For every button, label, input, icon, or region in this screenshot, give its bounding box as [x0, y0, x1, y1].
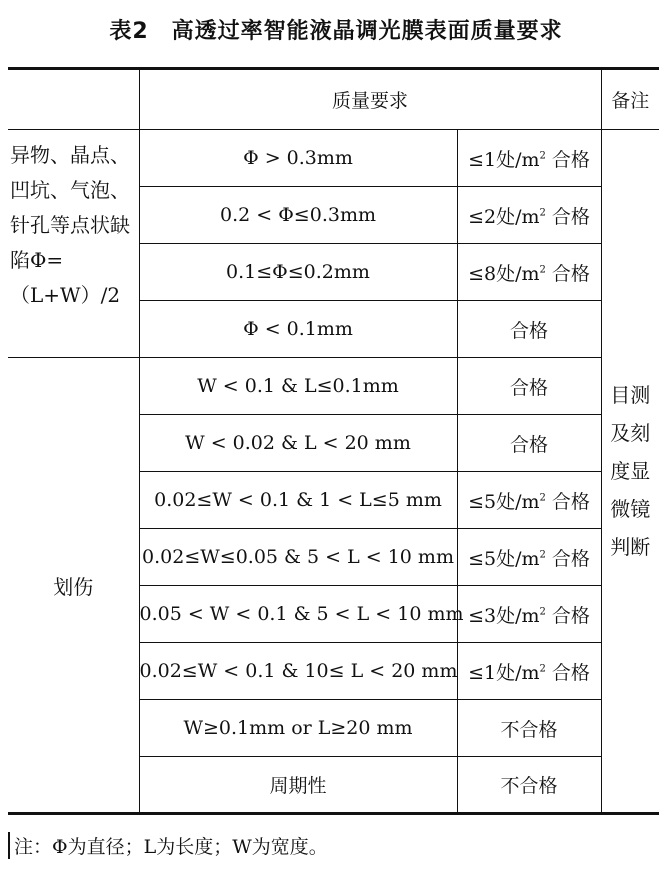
limit-result: 合格 — [545, 205, 590, 228]
header-note: 备注 — [601, 69, 659, 130]
header-empty-cell — [8, 69, 139, 130]
condition-cell: 周期性 — [139, 757, 457, 814]
limit-cell — [457, 757, 601, 814]
limit-superscript: 2 — [539, 492, 546, 504]
limit-result: 合格 — [545, 661, 590, 684]
condition-cell: W≥0.1mm or L≥20 mm — [139, 700, 457, 757]
header-quality: 质量要求 — [139, 69, 601, 130]
limit-superscript: 2 — [539, 606, 546, 618]
limit-text: ≤1处/m — [468, 148, 540, 171]
footnote: 注：Φ为直径；L为长度；W为宽度。 — [8, 832, 328, 859]
quality-table — [8, 67, 659, 815]
limit-result: 合格 — [545, 148, 590, 171]
condition-cell: 0.02≤W < 0.1 & 1 < L≤5 mm — [139, 472, 457, 529]
limit-text: 合格 — [510, 376, 549, 399]
condition-cell: 0.1≤Φ≤0.2mm — [139, 244, 457, 301]
limit-cell — [457, 187, 601, 244]
limit-cell — [457, 700, 601, 757]
condition-cell: 0.05 < W < 0.1 & 5 < L < 10 mm — [139, 586, 457, 643]
limit-result: 合格 — [545, 547, 590, 570]
limit-superscript: 2 — [539, 264, 546, 276]
limit-text: ≤5处/m — [468, 490, 540, 513]
limit-text: 合格 — [510, 319, 549, 342]
condition-cell: W < 0.1 & L≤0.1mm — [139, 358, 457, 415]
condition-cell: Φ < 0.1mm — [139, 301, 457, 358]
limit-result: 合格 — [545, 490, 590, 513]
limit-cell — [457, 472, 601, 529]
limit-text: ≤5处/m — [468, 547, 540, 570]
limit-text: 不合格 — [500, 718, 558, 741]
condition-cell: 0.02≤W < 0.1 & 10≤ L < 20 mm — [139, 643, 457, 700]
limit-superscript: 2 — [539, 150, 546, 162]
limit-text: 不合格 — [500, 775, 558, 797]
limit-cell — [457, 529, 601, 586]
limit-superscript: 2 — [539, 549, 546, 561]
category-scratch: 划伤 — [8, 358, 139, 814]
limit-cell — [457, 301, 601, 358]
limit-text: ≤8处/m — [468, 262, 540, 285]
condition-cell: W < 0.02 & L < 20 mm — [139, 415, 457, 472]
limit-result: 合格 — [545, 262, 590, 285]
limit-cell — [457, 244, 601, 301]
limit-text: ≤2处/m — [468, 205, 540, 228]
limit-text: 合格 — [510, 433, 549, 456]
note-cell: 目测及刻度显微镜判断 — [601, 130, 659, 814]
limit-text: ≤3处/m — [468, 604, 540, 627]
limit-result: 合格 — [545, 604, 590, 627]
category-point-defects: 异物、晶点、凹坑、气泡、针孔等点状缺陷Φ=（L+W）/2 — [8, 130, 139, 358]
limit-cell — [457, 358, 601, 415]
limit-text: ≤1处/m — [468, 661, 540, 684]
condition-cell: 0.2 < Φ≤0.3mm — [139, 187, 457, 244]
limit-cell — [457, 586, 601, 643]
limit-cell — [457, 643, 601, 700]
table-row — [8, 358, 659, 415]
condition-cell: Φ > 0.3mm — [139, 130, 457, 187]
limit-superscript: 2 — [539, 207, 546, 219]
table-header-row — [8, 69, 659, 130]
condition-cell: 0.02≤W≤0.05 & 5 < L < 10 mm — [139, 529, 457, 586]
limit-superscript: 2 — [539, 663, 546, 675]
limit-cell — [457, 130, 601, 187]
table-title: 表2 高透过率智能液晶调光膜表面质量要求 — [109, 19, 563, 44]
limit-cell — [457, 415, 601, 472]
table-row — [8, 130, 659, 187]
